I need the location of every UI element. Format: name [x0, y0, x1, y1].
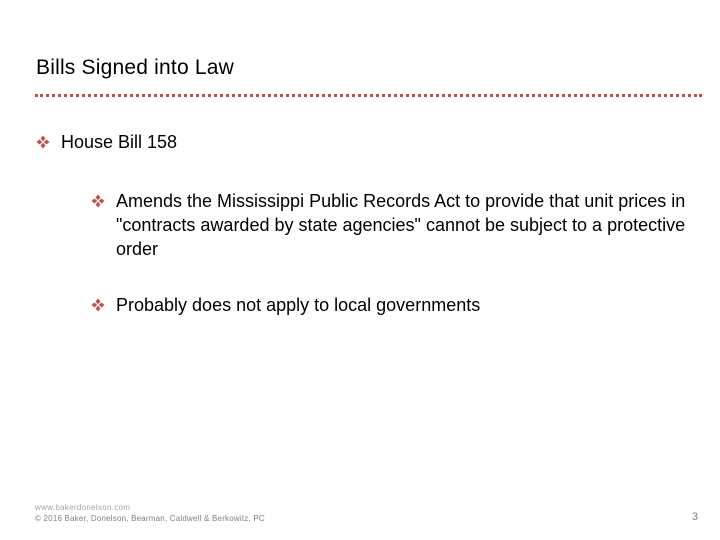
- sub-bullet-text: Probably does not apply to local governments: [116, 295, 481, 315]
- page-number: 3: [691, 511, 698, 523]
- diamond-quad-icon: [36, 135, 50, 149]
- bullet-text: House Bill 158: [61, 132, 178, 152]
- sub-bullet-text: Amends the Mississippi Public Records Act to provide that unit prices in "contracts awarded by state agencies" cannot be subject to a protective order: [116, 191, 686, 259]
- sub-bullet-amends: [91, 189, 691, 261]
- slide-title: Bills Signed into Law: [36, 56, 234, 79]
- diamond-quad-icon: [91, 298, 105, 312]
- diamond-quad-icon: [91, 194, 105, 208]
- footer-website: www.bakerdonelson.com: [35, 503, 131, 512]
- title-divider: [35, 94, 702, 97]
- sub-bullet-local-governments: [91, 293, 691, 317]
- bullet-house-bill: [36, 131, 177, 153]
- footer-copyright: © 2016 Baker, Donelson, Bearman, Caldwell & Berkowitz, PC: [35, 514, 265, 523]
